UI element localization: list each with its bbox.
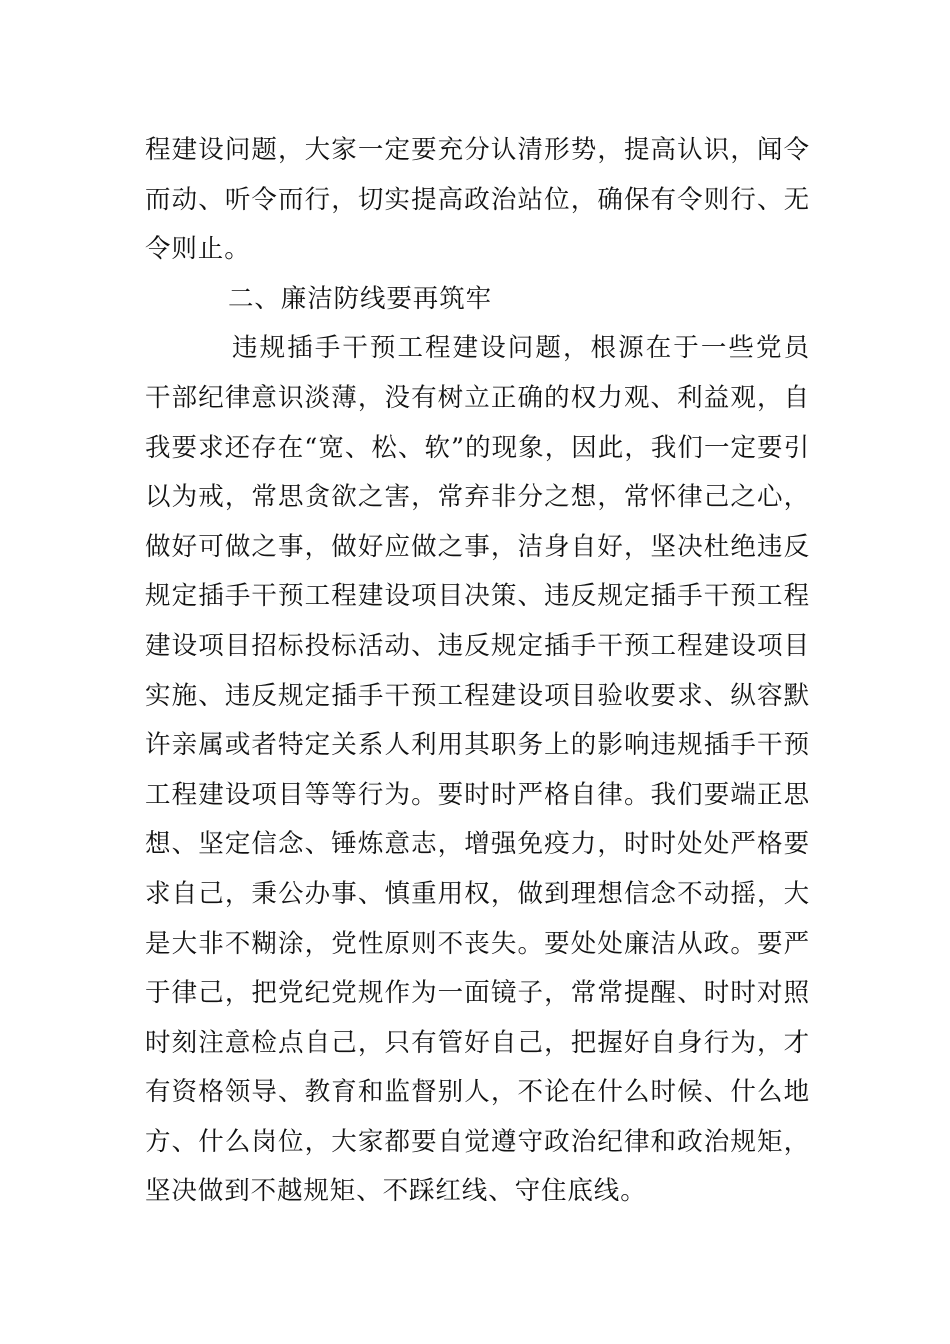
paragraph-main: 违规插手干预工程建设问题，根源在于一些党员干部纪律意识淡薄，没有树立正确的权力观、利益观，自我要求还存在“宽、松、软”的现象，因此，我们一定要引以为戒，常思贪欲之害，常弃非分之想，常怀律己之心，做好可做之事，做好应做之事，洁身自好，坚决杜绝违反规定插手干预工程建设项目决策、违反规定插手干预工程建设项目招标投标活动、违反规定插手干预工程建设项目实施、违反规定插手干预工程建设项目验收要求、纵容默许亲属或者特定关系人利用其职务上的影响违规插手干预工程建设项目等等行为。要时时严格自律。我们要端正思想、坚定信念、锤炼意志，增强免疫力，时时处处严格要求自己，秉公办事、慎重用权，做到理想信念不动摇，大是大非不糊涂，党性原则不丧失。要处处廉洁从政。要严于律己，把党纪党规作为一面镜子，常常提醒、时时对照时刻注意检点自己，只有管好自己，把握好自身行为，才有资格领导、教育和监督别人，不论在什么时候、什么地方、什么岗位，大家都要自觉遵守政治纪律和政治规矩，坚决做到不越规矩、不踩红线、守住底线。 <box>145 333 810 1207</box>
paragraph-continuation: 程建设问题，大家一定要充分认清形势，提高认识，闻令而动、听令而行，切实提高政治站位，确保有令则行、无令则止。 <box>145 135 810 265</box>
section-heading: 二、廉洁防线要再筑牢 <box>228 283 493 314</box>
document-body <box>145 126 810 1217</box>
